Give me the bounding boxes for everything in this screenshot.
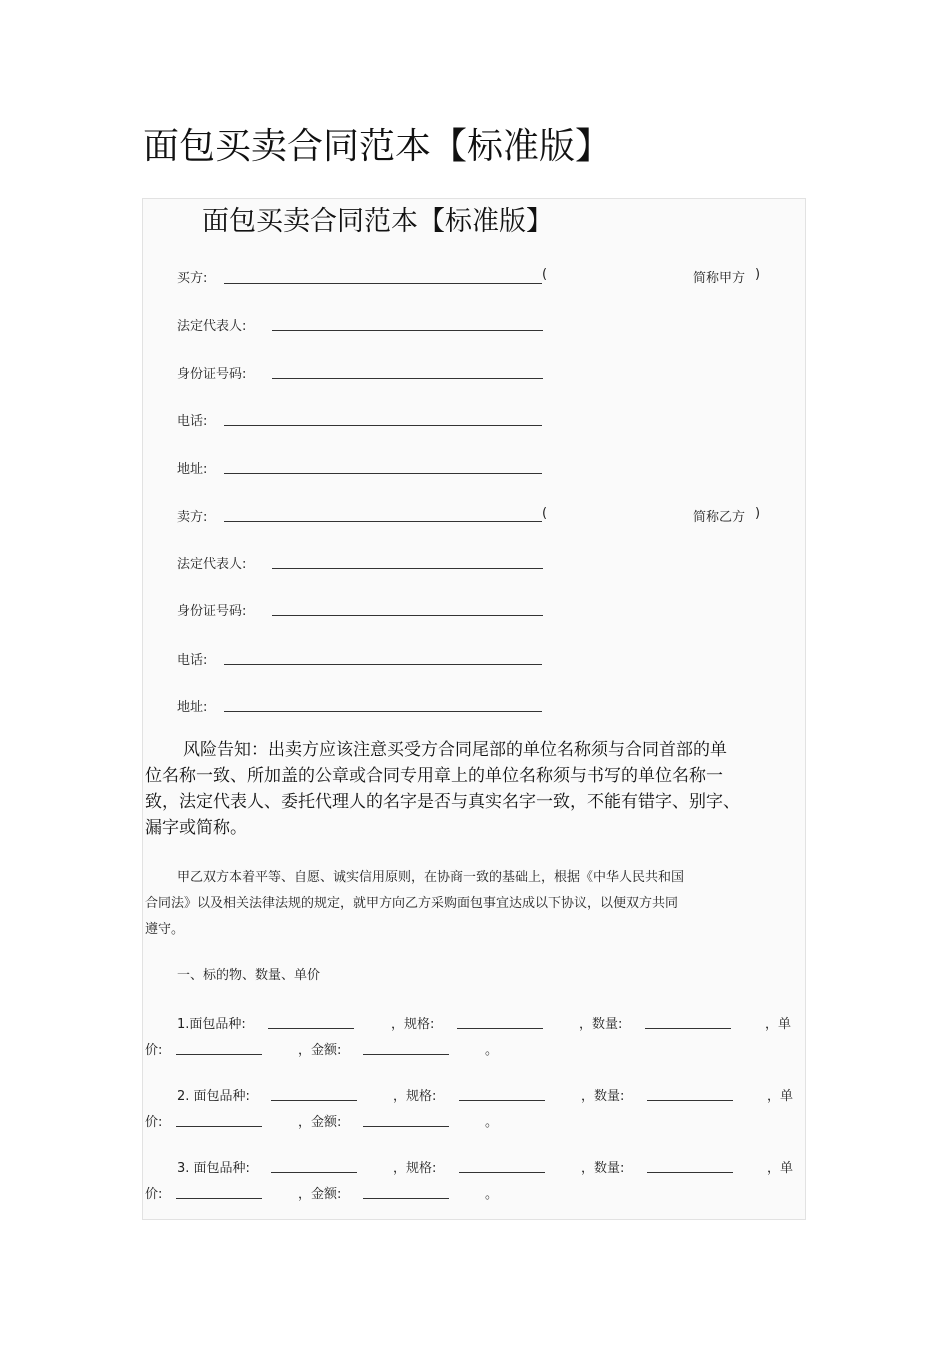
intro-line-1: 甲乙双方本着平等、自愿、诚实信用原则，在协商一致的基础上，根据《中华人民共和国 bbox=[177, 870, 685, 885]
buyer-legal-rep-blank[interactable] bbox=[272, 330, 543, 331]
item-3-unit-b: 价: bbox=[145, 1187, 163, 1202]
item-1-qty-label: ，数量: bbox=[579, 1017, 623, 1032]
item-2-qty-blank[interactable] bbox=[647, 1100, 733, 1101]
item-1-variety-blank[interactable] bbox=[268, 1028, 354, 1029]
seller-paren-open: ( bbox=[542, 506, 548, 521]
seller-legal-rep-label: 法定代表人: bbox=[177, 557, 247, 572]
item-3-spec-blank[interactable] bbox=[459, 1172, 545, 1173]
item-2-spec-label: ，规格: bbox=[393, 1089, 437, 1104]
buyer-legal-rep-label: 法定代表人: bbox=[177, 319, 247, 334]
document-title: 面包买卖合同范本【标准版】 bbox=[202, 206, 553, 237]
seller-paren-close: ) bbox=[755, 506, 761, 521]
item-2-variety-blank[interactable] bbox=[271, 1100, 357, 1101]
item-3-qty-label: ，数量: bbox=[581, 1161, 625, 1176]
seller-phone-blank[interactable] bbox=[224, 664, 542, 665]
risk-notice-line-1: 风险告知：出卖方应该注意买受方合同尾部的单位名称须与合同首部的单 bbox=[183, 740, 727, 760]
item-2-qty-label: ，数量: bbox=[581, 1089, 625, 1104]
buyer-id-label: 身份证号码: bbox=[177, 367, 247, 382]
intro-line-2: 合同法》以及相关法律法规的规定，就甲方向乙方采购面包事宜达成以下协议，以便双方共同 bbox=[145, 896, 679, 911]
item-2-end: 。 bbox=[485, 1115, 499, 1130]
item-1-unit-b: 价: bbox=[145, 1043, 163, 1058]
item-3-price-blank[interactable] bbox=[176, 1198, 262, 1199]
seller-legal-rep-blank[interactable] bbox=[272, 568, 543, 569]
item-2-variety-label: 2. 面包品种: bbox=[177, 1089, 250, 1104]
item-3-variety-blank[interactable] bbox=[271, 1172, 357, 1173]
seller-label: 卖方: bbox=[177, 510, 208, 525]
document-frame bbox=[142, 198, 806, 1220]
item-1-price-blank[interactable] bbox=[176, 1054, 262, 1055]
buyer-address-blank[interactable] bbox=[224, 473, 542, 474]
item-3-unit-a: ，单 bbox=[767, 1161, 794, 1176]
item-1-spec-label: ，规格: bbox=[391, 1017, 435, 1032]
risk-notice-line-2: 位名称一致、所加盖的公章或合同专用章上的单位名称须与书写的单位名称一 bbox=[145, 766, 723, 786]
risk-notice-line-4: 漏字或简称。 bbox=[145, 818, 247, 838]
seller-address-blank[interactable] bbox=[224, 711, 542, 712]
seller-phone-label: 电话: bbox=[177, 653, 208, 668]
item-1-amount-label: ，金额: bbox=[298, 1043, 342, 1058]
page-title: 面包买卖合同范本【标准版】 bbox=[143, 126, 612, 167]
item-2-unit-b: 价: bbox=[145, 1115, 163, 1130]
intro-line-3: 遵守。 bbox=[145, 922, 185, 937]
seller-id-label: 身份证号码: bbox=[177, 604, 247, 619]
buyer-phone-label: 电话: bbox=[177, 414, 208, 429]
section-1-heading: 一、标的物、数量、单价 bbox=[177, 968, 321, 983]
buyer-paren-open: ( bbox=[542, 267, 548, 282]
buyer-label: 买方: bbox=[177, 271, 208, 286]
item-2-spec-blank[interactable] bbox=[459, 1100, 545, 1101]
item-1-spec-blank[interactable] bbox=[457, 1028, 543, 1029]
item-3-amount-label: ，金额: bbox=[298, 1187, 342, 1202]
item-3-end: 。 bbox=[485, 1187, 499, 1202]
item-1-end: 。 bbox=[485, 1043, 499, 1058]
item-2-amount-blank[interactable] bbox=[363, 1126, 449, 1127]
item-2-price-blank[interactable] bbox=[176, 1126, 262, 1127]
seller-id-blank[interactable] bbox=[272, 615, 543, 616]
item-2-unit-a: ，单 bbox=[767, 1089, 794, 1104]
buyer-phone-blank[interactable] bbox=[224, 425, 542, 426]
item-3-variety-label: 3. 面包品种: bbox=[177, 1161, 250, 1176]
seller-abbr: 简称乙方 bbox=[693, 510, 746, 525]
item-3-amount-blank[interactable] bbox=[363, 1198, 449, 1199]
risk-notice-line-3: 致，法定代表人、委托代理人的名字是否与真实名字一致，不能有错字、别字、 bbox=[145, 792, 740, 812]
seller-name-blank[interactable] bbox=[224, 521, 542, 522]
item-1-qty-blank[interactable] bbox=[645, 1028, 731, 1029]
buyer-abbr: 简称甲方 bbox=[693, 271, 746, 286]
buyer-paren-close: ) bbox=[755, 267, 761, 282]
buyer-id-blank[interactable] bbox=[272, 378, 543, 379]
buyer-name-blank[interactable] bbox=[224, 283, 542, 284]
item-2-amount-label: ，金额: bbox=[298, 1115, 342, 1130]
item-3-spec-label: ，规格: bbox=[393, 1161, 437, 1176]
item-1-unit-a: ，单 bbox=[765, 1017, 792, 1032]
item-1-variety-label: 1.面包品种: bbox=[177, 1017, 246, 1032]
buyer-address-label: 地址: bbox=[177, 462, 208, 477]
item-1-amount-blank[interactable] bbox=[363, 1054, 449, 1055]
item-3-qty-blank[interactable] bbox=[647, 1172, 733, 1173]
seller-address-label: 地址: bbox=[177, 700, 208, 715]
